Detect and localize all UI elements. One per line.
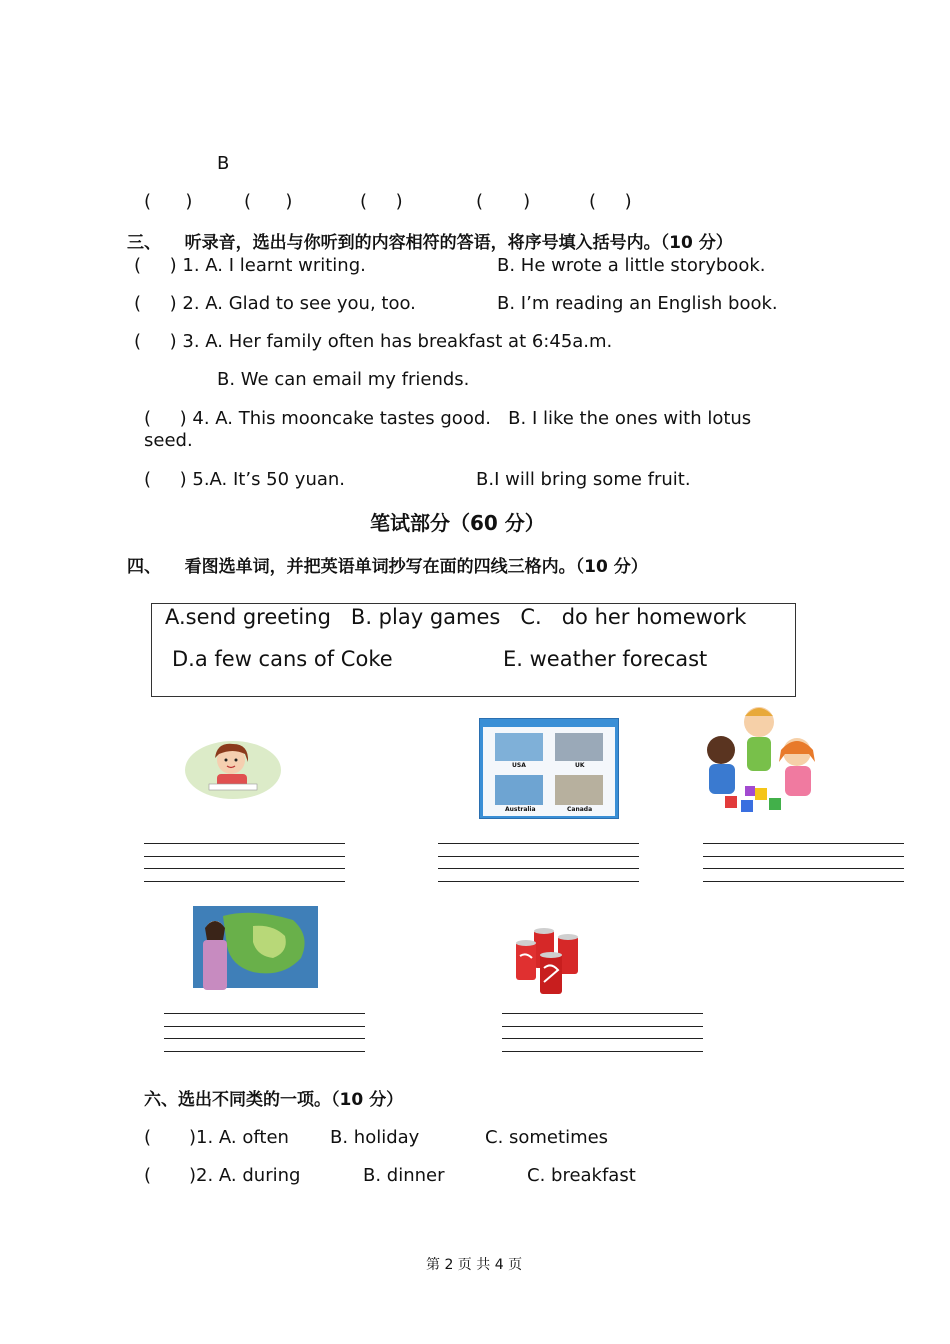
question-1-option-b: B. He wrote a little storybook. (497, 255, 766, 276)
coke-cans-image (514, 928, 582, 996)
girl-writing-image (183, 738, 283, 800)
answer-bracket[interactable]: ( ) (244, 191, 293, 212)
question-1: ( ) 1. A. I learnt writing. (134, 255, 366, 276)
row-1-option-c: C. sometimes (485, 1127, 609, 1148)
section3-heading: 三、 听录音，选出与你听到的内容相符的答语，将序号填入括号内。（10 分） (127, 233, 733, 253)
word-bank-option-d: D.a few cans of Coke (172, 647, 393, 671)
page-footer: 第 2 页 共 4 页 (426, 1257, 523, 1273)
top-label: B (217, 153, 230, 174)
row-1-option-b: B. holiday (330, 1127, 420, 1148)
usa-photo (495, 733, 543, 761)
country-map-image (479, 718, 619, 819)
row-2-option-a: )2. A. during (189, 1165, 301, 1186)
question-4-continued: seed. (144, 430, 193, 451)
australia-photo (495, 775, 543, 805)
question-2-option-b: B. I’m reading an English book. (497, 293, 778, 314)
question-5: ( ) 5.A. It’s 50 yuan. (144, 469, 346, 490)
section6-heading: 六、选出不同类的一项。（10 分） (144, 1090, 404, 1110)
uk-photo (555, 733, 603, 761)
section4-heading: 四、 看图选单词，并把英语单词抄写在面的四线三格内。（10 分） (127, 557, 648, 577)
question-4: ( ) 4. A. This mooncake tastes good. B. I like the ones with lotus (144, 408, 752, 429)
answer-bracket[interactable]: ( ) (360, 191, 403, 212)
australia-label: Australia (505, 806, 536, 813)
word-bank-option-e: E. weather forecast (503, 647, 708, 671)
answer-bracket[interactable]: ( ) (476, 191, 531, 212)
row-2-option-c: C. breakfast (527, 1165, 636, 1186)
canada-label: Canada (567, 806, 593, 813)
canada-photo (555, 775, 603, 805)
row-2-option-b: B. dinner (363, 1165, 445, 1186)
answer-bracket[interactable]: ( ) (589, 191, 632, 212)
row-2-bracket[interactable]: ( (144, 1165, 152, 1186)
usa-label: USA (512, 762, 526, 769)
question-2: ( ) 2. A. Glad to see you, too. (134, 293, 416, 314)
question-3: ( ) 3. A. Her family often has breakfast at 6:45a.m. (134, 331, 613, 352)
question-3-option-b: B. We can email my friends. (217, 369, 470, 390)
weather-forecast-image (193, 906, 318, 992)
answer-bracket[interactable]: ( ) (144, 191, 193, 212)
row-1-bracket[interactable]: ( (144, 1127, 152, 1148)
question-5-option-b: B.I will bring some fruit. (476, 469, 691, 490)
word-bank-line-1: A.send greeting B. play games C. do her homework (165, 605, 747, 629)
row-1-option-a: )1. A. often (189, 1127, 289, 1148)
uk-label: UK (575, 762, 585, 769)
written-part-title: 笔试部分（60 分） (370, 511, 545, 535)
kids-playing-image (695, 702, 823, 820)
